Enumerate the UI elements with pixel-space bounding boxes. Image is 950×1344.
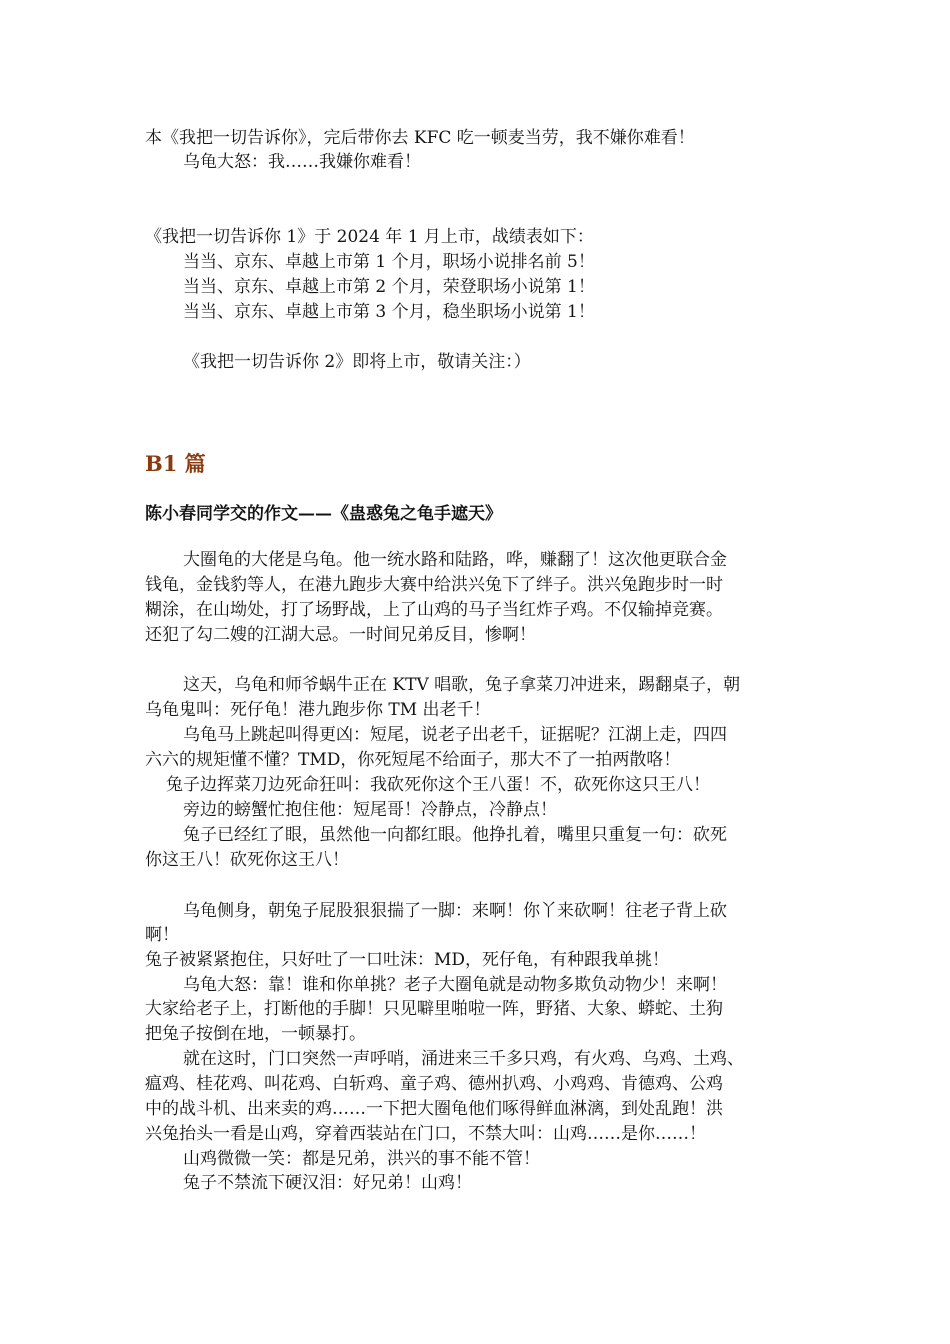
- sales-item: 当当、京东、卓越上市第 2 个月，荣登职场小说第 1！: [183, 277, 595, 297]
- story-line: 乌龟侧身，朝兔子屁股狠狠揣了一脚：来啊！你丫来砍啊！往老子背上砍: [183, 901, 727, 921]
- story-line: 兴兔抬头一看是山鸡，穿着西装站在门口，不禁大叫：山鸡……是你……！: [145, 1124, 706, 1144]
- story-line: 中的战斗机、出来卖的鸡……一下把大圈龟他们啄得鲜血淋漓，到处乱跑！洪: [145, 1099, 723, 1119]
- story-line: 就在这时，门口突然一声呼哨，涌进来三千多只鸡，有火鸡、乌鸡、土鸡、: [183, 1049, 744, 1069]
- essay-title: 陈小春同学交的作文——《蛊惑兔之龟手遮天》: [145, 504, 502, 524]
- story-line: 六六的规矩懂不懂？TMD，你死短尾不给面子，那大不了一拍两散咯！: [145, 750, 681, 770]
- story-line: 兔子不禁流下硬汉泪：好兄弟！山鸡！: [183, 1173, 472, 1193]
- sales-title: 《我把一切告诉你 1》于 2024 年 1 月上市，战绩表如下：: [145, 227, 594, 247]
- story-line: 山鸡微微一笑：都是兄弟，洪兴的事不能不管！: [183, 1149, 540, 1169]
- story-line: 兔子被紧紧抱住，只好吐了一口吐沫：MD，死仔龟，有种跟我单挑！: [145, 950, 670, 970]
- story-line: 兔子已经红了眼，虽然他一向都红眼。他挣扎着，嘴里只重复一句：砍死: [183, 825, 727, 845]
- story-line: 这天，乌龟和师爷蜗牛正在 KTV 唱歌，兔子拿菜刀冲进来，踢翻桌子，朝: [183, 675, 741, 695]
- sales-item: 当当、京东、卓越上市第 1 个月，职场小说排名前 5！: [183, 252, 595, 272]
- story-line: 你这王八！砍死你这王八！: [145, 850, 349, 870]
- story-line: 啊！: [145, 925, 179, 945]
- sales-notice: 《我把一切告诉你 2》即将上市，敬请关注：）: [183, 352, 531, 372]
- story-line: 瘟鸡、桂花鸡、叫花鸡、白斩鸡、童子鸡、德州扒鸡、小鸡鸡、肯德鸡、公鸡: [145, 1074, 723, 1094]
- story-line: 乌龟大怒：靠！谁和你单挑？老子大圈龟就是动物多欺负动物少！来啊！: [183, 975, 727, 995]
- section-heading: B1 篇: [145, 451, 206, 476]
- story-line: 大圈龟的大佬是乌龟。他一统水路和陆路，哗，赚翻了！这次他更联合金: [183, 550, 727, 570]
- sales-item: 当当、京东、卓越上市第 3 个月，稳坐职场小说第 1！: [183, 302, 595, 322]
- story-line: 乌龟鬼叫：死仔龟！港九跑步你 TM 出老千！: [145, 700, 491, 720]
- story-line: 糊涂，在山坳处，打了场野战，上了山鸡的马子当红炸子鸡。不仅输掉竞赛。: [145, 600, 723, 620]
- story-line: 大家给老子上，打断他的手脚！只见噼里啪啦一阵，野猪、大象、蟒蛇、土狗: [145, 999, 723, 1019]
- intro-line: 乌龟大怒：我……我嫌你难看！: [183, 152, 421, 172]
- intro-line: 本《我把一切告诉你》，完后带你去 KFC 吃一顿麦当劳，我不嫌你难看！: [145, 128, 695, 148]
- story-line: 旁边的螃蟹忙抱住他：短尾哥！冷静点，冷静点！: [183, 800, 557, 820]
- story-line: 把兔子按倒在地，一顿暴打。: [145, 1024, 366, 1044]
- story-line: 还犯了勾二嫂的江湖大忌。一时间兄弟反目，惨啊！: [145, 625, 536, 645]
- story-line: 钱龟，金钱豹等人，在港九跑步大赛中给洪兴兔下了绊子。洪兴兔跑步时一时: [145, 575, 723, 595]
- story-line: 乌龟马上跳起叫得更凶：短尾，说老子出老千，证据呢？江湖上走，四四: [183, 725, 727, 745]
- story-line: 兔子边挥菜刀边死命狂叫：我砍死你这个王八蛋！不，砍死你这只王八！: [166, 775, 710, 795]
